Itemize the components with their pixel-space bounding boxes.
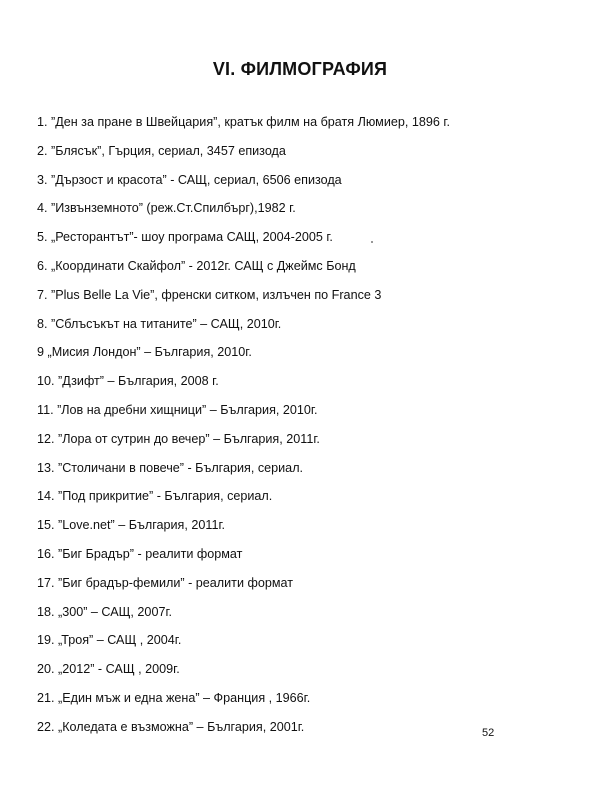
list-item: [37, 198, 450, 227]
page-number: 52: [482, 727, 495, 739]
film-entry: 20. „2012” - САЩ , 2009г.: [37, 662, 180, 677]
list-item: [37, 717, 450, 746]
film-entry: 10. ”Дзифт” – България, 2008 г.: [37, 374, 219, 389]
film-entry: 16. ”Биг Брадър” - реалити формат: [37, 546, 243, 561]
film-entry: 5. „Ресторантът”- шоу програма САЩ, 2004-2005 г.: [37, 230, 333, 245]
filmography-list: [37, 112, 450, 746]
list-item: [37, 429, 450, 458]
film-entry: 2. ”Блясък”, Гърция, сериал, 3457 епизода: [37, 143, 286, 158]
list-item: [37, 630, 450, 659]
list-item: [37, 602, 450, 631]
film-entry: 6. „Координати Скайфол” - 2012г. САЩ с Джеймс Бонд: [37, 258, 356, 273]
list-item: [37, 170, 450, 199]
film-entry: 13. ”Столичани в повече” - България, сериал.: [37, 460, 304, 475]
film-entry: 4. ”Извънземното” (реж.Ст.Спилбърг),1982 г.: [37, 201, 296, 216]
film-entry: 21. „Един мъж и една жена” – Франция , 1966г.: [37, 690, 311, 705]
list-item: [37, 544, 450, 573]
film-entry: 15. ”Love.net” – България, 2011г.: [37, 518, 226, 533]
film-entry: 22. „Коледата е възможна” – България, 2001г.: [37, 719, 305, 734]
list-item: [37, 573, 450, 602]
film-entry: 1. ”Ден за пране в Швейцария”, кратък филм на братя Люмиер, 1896 г.: [37, 115, 450, 129]
film-entry: 19. „Троя” – САЩ , 2004г.: [37, 633, 182, 648]
film-entry: 7. ”Plus Belle La Vie”, френски ситком, излъчен по France 3: [37, 287, 382, 302]
list-item: [37, 314, 450, 343]
list-item: [37, 400, 450, 429]
film-entry: 18. „300” – САЩ, 2007г.: [37, 604, 173, 619]
list-item: [37, 371, 450, 400]
film-entry: 8. ”Сблъсъкът на титаните” – САЩ, 2010г.: [37, 316, 282, 331]
list-item: [37, 486, 450, 515]
page-title: VI. ФИЛМОГРАФИЯ: [212, 59, 388, 79]
list-item: [37, 458, 450, 487]
list-item: [37, 688, 450, 717]
film-entry: 14. ”Под прикритие” - България, сериал.: [37, 489, 273, 504]
list-item: [37, 141, 450, 170]
list-item: [37, 659, 450, 688]
film-entry: 11. ”Лов на дребни хищници” – България, 2010г.: [37, 402, 318, 417]
list-item: [37, 285, 450, 314]
list-item: [37, 112, 450, 141]
film-entry: 12. ”Лора от сутрин до вечер” – България, 2011г.: [37, 431, 320, 446]
film-entry: 9 „Мисия Лондон” – България, 2010г.: [37, 345, 252, 360]
list-item: [37, 227, 450, 256]
film-entry: 17. ”Биг брадър-фемили” - реалити формат: [37, 575, 294, 590]
list-item: [37, 256, 450, 285]
list-item: [37, 515, 450, 544]
list-item: [37, 342, 450, 371]
film-entry: 3. ”Дързост и красота” - САЩ, сериал, 6506 епизода: [37, 172, 342, 187]
